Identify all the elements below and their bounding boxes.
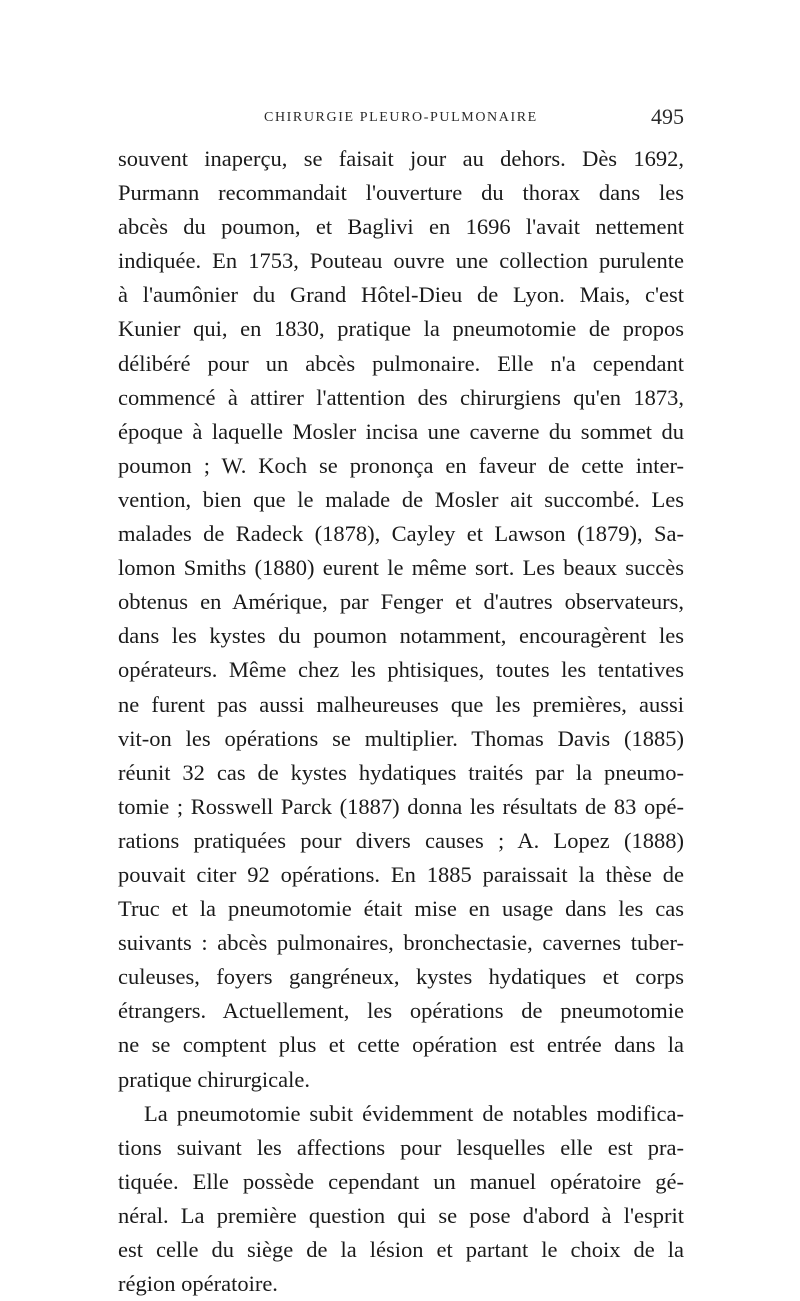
text-line: commencé à attirer l'attention des chirurgiens qu'en 1873, bbox=[118, 384, 684, 410]
text-line: tiquée. Elle possède cependant un manuel opératoire gé- bbox=[118, 1168, 684, 1194]
paragraph-2 bbox=[118, 1097, 684, 1301]
text-line: ne se comptent plus et cette opération est entrée dans la bbox=[118, 1032, 684, 1058]
text-line: souvent inaperçu, se faisait jour au dehors. Dès 1692, bbox=[118, 146, 684, 171]
text-line: région opératoire. bbox=[118, 1271, 278, 1297]
text-line: Truc et la pneumotomie était mise en usage dans les cas bbox=[118, 896, 684, 922]
text-line: vit-on les opérations se multiplier. Thomas Davis (1885) bbox=[118, 725, 684, 751]
body-text bbox=[118, 142, 684, 1301]
running-header-title: CHIRURGIE PLEURO-PULMONAIRE bbox=[264, 110, 538, 125]
text-line: est celle du siège de la lésion et partant le choix de la bbox=[118, 1237, 684, 1262]
text-line: La pneumotomie subit évidemment de notables modifica- bbox=[144, 1100, 684, 1126]
text-line: à l'aumônier du Grand Hôtel-Dieu de Lyon. Mais, c'est bbox=[118, 282, 684, 308]
text-line: indiquée. En 1753, Pouteau ouvre une collection purulente bbox=[118, 248, 684, 274]
text-line: malades de Radeck (1878), Cayley et Lawson (1879), Sa- bbox=[118, 521, 684, 547]
running-header bbox=[118, 104, 684, 144]
text-line: pratique chirurgicale. bbox=[118, 1066, 310, 1092]
text-line: lomon Smiths (1880) eurent le même sort. Les beaux succès bbox=[118, 555, 684, 581]
text-line: tomie ; Rosswell Parck (1887) donna les résultats de 83 opé- bbox=[118, 793, 684, 819]
text-line: opérateurs. Même chez les phtisiques, toutes les tentatives bbox=[118, 657, 684, 683]
text-line: Kunier qui, en 1830, pratique la pneumotomie de propos bbox=[118, 316, 684, 342]
page-number: 495 bbox=[651, 104, 684, 129]
text-line: Purmann recommandait l'ouverture du thorax dans les bbox=[118, 180, 684, 206]
text-line: tions suivant les affections pour lesquelles elle est pra- bbox=[118, 1134, 684, 1160]
paragraph-1 bbox=[118, 142, 684, 1097]
text-line: étrangers. Actuellement, les opérations de pneumotomie bbox=[118, 998, 684, 1024]
text-line: ne furent pas aussi malheureuses que les premières, aussi bbox=[118, 691, 684, 717]
text-line: époque à laquelle Mosler incisa une caverne du sommet du bbox=[118, 418, 684, 444]
text-line: dans les kystes du poumon notamment, encouragèrent les bbox=[118, 623, 684, 649]
text-line: poumon ; W. Koch se prononça en faveur de cette inter- bbox=[118, 452, 684, 478]
text-line: réunit 32 cas de kystes hydatiques traités par la pneumo- bbox=[118, 759, 684, 785]
text-line: suivants : abcès pulmonaires, bronchectasie, cavernes tuber- bbox=[118, 930, 684, 956]
text-line: rations pratiquées pour divers causes ; A. Lopez (1888) bbox=[118, 827, 684, 853]
text-line: néral. La première question qui se pose d'abord à l'esprit bbox=[118, 1202, 684, 1228]
text-line: délibéré pour un abcès pulmonaire. Elle n'a cependant bbox=[118, 350, 684, 376]
text-line: obtenus en Amérique, par Fenger et d'autres observateurs, bbox=[118, 589, 684, 615]
text-line: abcès du poumon, et Baglivi en 1696 l'avait nettement bbox=[118, 214, 684, 240]
text-line: culeuses, foyers gangréneux, kystes hydatiques et corps bbox=[118, 964, 684, 990]
text-line: vention, bien que le malade de Mosler ait succombé. Les bbox=[118, 486, 684, 512]
text-line: pouvait citer 92 opérations. En 1885 paraissait la thèse de bbox=[118, 861, 684, 887]
